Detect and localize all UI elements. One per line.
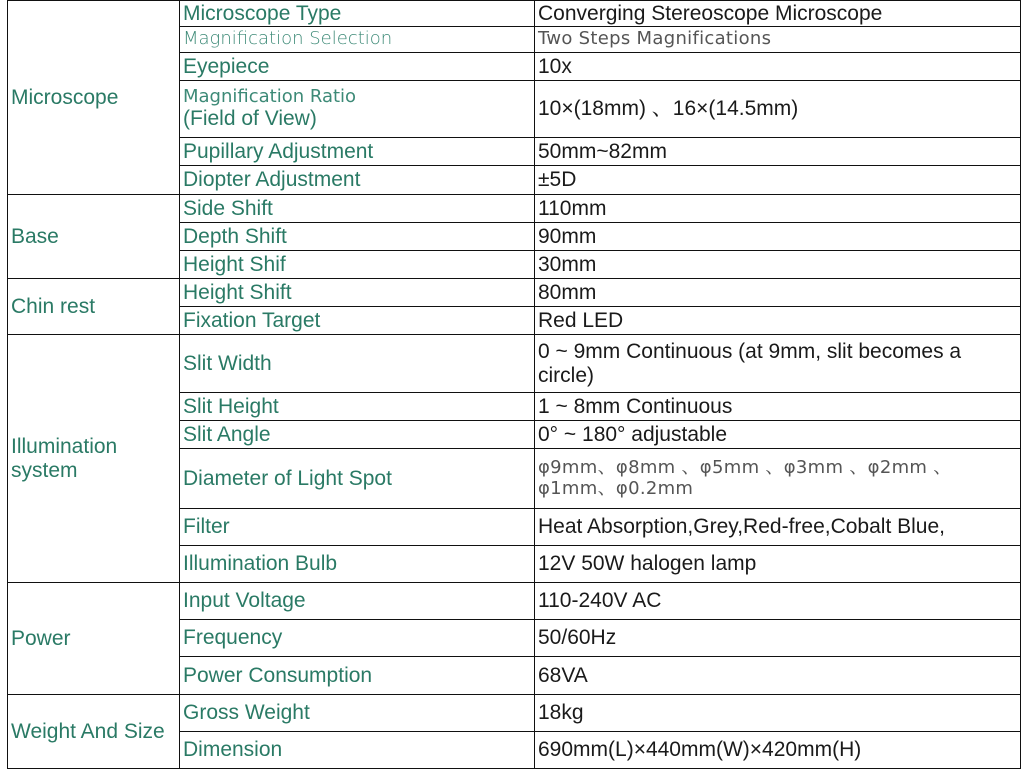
table-row	[8, 195, 1021, 223]
spec-label: Power Consumption	[180, 657, 535, 695]
table-row	[8, 279, 1021, 307]
spec-label: Frequency	[180, 620, 535, 657]
spec-value: φ9mm、φ8mm 、φ5mm 、φ3mm 、φ2mm 、φ1mm、φ0.2mm	[535, 449, 1021, 509]
spec-value: 90mm	[535, 223, 1021, 251]
spec-value: 0 ~ 9mm Continuous (at 9mm, slit becomes a circle)	[535, 335, 1021, 393]
spec-label-line: (Field of View)	[183, 107, 317, 131]
spec-label: Dimension	[180, 732, 535, 769]
group-label-microscope: Microscope	[8, 1, 180, 195]
spec-value: Heat Absorption,Grey,Red-free,Cobalt Blue,	[535, 509, 1021, 546]
spec-label: Illumination Bulb	[180, 546, 535, 583]
spec-label: Microscope Type	[180, 1, 535, 27]
spec-value: 50/60Hz	[535, 620, 1021, 657]
spec-label: Input Voltage	[180, 583, 535, 620]
spec-value: 110mm	[535, 195, 1021, 223]
spec-label: Gross Weight	[180, 695, 535, 732]
spec-label: Slit Width	[180, 335, 535, 393]
spec-label: Height Shift	[180, 279, 535, 307]
spec-label	[180, 81, 535, 138]
spec-label: Fixation Target	[180, 307, 535, 335]
group-label-weight-and-size: Weight And Size	[8, 695, 180, 769]
table-row	[8, 695, 1021, 732]
spec-value: 690mm(L)×440mm(W)×420mm(H)	[535, 732, 1021, 769]
spec-value: 1 ~ 8mm Continuous	[535, 393, 1021, 421]
spec-value: 0° ~ 180° adjustable	[535, 421, 1021, 449]
spec-label: Eyepiece	[180, 53, 535, 81]
group-label-chin-rest: Chin rest	[8, 279, 180, 335]
table-row	[8, 583, 1021, 620]
spec-value: Two Steps Magnifications	[535, 27, 1021, 53]
group-label-illumination-system: Illumination system	[8, 335, 180, 583]
spec-label: Magnification Selection	[180, 27, 535, 53]
spec-label: Slit Height	[180, 393, 535, 421]
spec-table-container	[7, 0, 1020, 769]
spec-value: 80mm	[535, 279, 1021, 307]
spec-value: 110-240V AC	[535, 583, 1021, 620]
spec-label: Height Shif	[180, 251, 535, 279]
spec-value: ±5D	[535, 166, 1021, 195]
spec-label: Pupillary Adjustment	[180, 138, 535, 166]
spec-table	[7, 0, 1021, 769]
spec-value: 10x	[535, 53, 1021, 81]
spec-value: Converging Stereoscope Microscope	[535, 1, 1021, 27]
spec-value: Red LED	[535, 307, 1021, 335]
spec-label: Side Shift	[180, 195, 535, 223]
spec-label: Diameter of Light Spot	[180, 449, 535, 509]
spec-label-line: Magnification Ratio	[183, 85, 357, 107]
spec-value: 10×(18mm) 、16×(14.5mm)	[535, 81, 1021, 138]
spec-value: 18kg	[535, 695, 1021, 732]
group-label-power: Power	[8, 583, 180, 695]
spec-label: Slit Angle	[180, 421, 535, 449]
spec-label: Filter	[180, 509, 535, 546]
spec-value: 12V 50W halogen lamp	[535, 546, 1021, 583]
group-label-base: Base	[8, 195, 180, 279]
spec-label: Diopter Adjustment	[180, 166, 535, 195]
spec-label: Depth Shift	[180, 223, 535, 251]
table-row	[8, 1, 1021, 27]
spec-value: 50mm~82mm	[535, 138, 1021, 166]
spec-value: 68VA	[535, 657, 1021, 695]
table-row	[8, 335, 1021, 393]
spec-value: 30mm	[535, 251, 1021, 279]
